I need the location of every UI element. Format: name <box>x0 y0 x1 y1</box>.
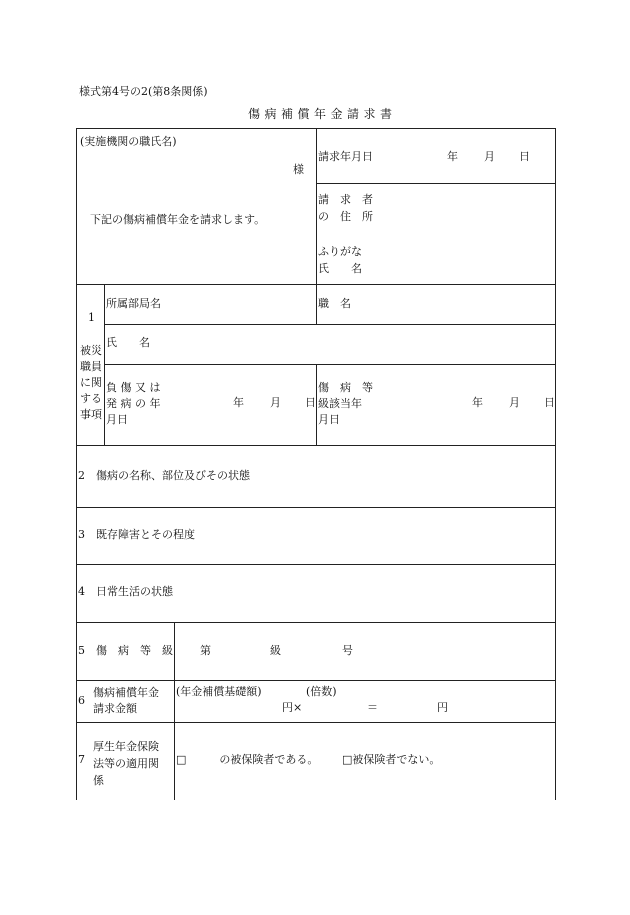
injury-month: 月 <box>270 396 281 409</box>
sama-label: 様 <box>293 163 304 176</box>
request-date-label: 請求年月日 <box>318 150 373 163</box>
dept-label: 所属部局名 <box>106 297 161 310</box>
grade-kyu: 級 <box>270 644 281 657</box>
row-7-label: 厚生年金保険 法等の適用関 係 <box>93 740 159 787</box>
row-3-label: 3 既存障害とその程度 <box>78 528 195 541</box>
injury-year: 年 <box>233 396 244 409</box>
employee-name-label: 氏 名 <box>106 336 150 349</box>
row-5-label: 5 傷 病 等 級 <box>78 644 173 657</box>
request-month: 月 <box>484 150 495 163</box>
injury-date-label: 負 傷 又 は 発 病 の 年 月日 <box>106 381 161 426</box>
insured-option: □ の被保険者である。 <box>176 753 319 766</box>
position-label: 職 名 <box>318 297 351 310</box>
yen-result: 円 <box>437 701 448 714</box>
row-7-number: 7 <box>78 753 85 766</box>
yen-times: 円× <box>282 701 303 714</box>
section-1-number: 1 <box>88 311 95 324</box>
injury-day: 日 <box>305 396 316 409</box>
grade-date-label: 傷 病 等 級該当年 月日 <box>318 381 373 426</box>
claimant-name-label: ふりがな 氏 名 <box>318 245 362 275</box>
section-1-label: 被災 職員 に関 する 事項 <box>80 344 102 421</box>
equals-sign: ＝ <box>367 701 378 714</box>
row-4-label: 4 日常生活の状態 <box>78 585 173 598</box>
request-day: 日 <box>519 150 530 163</box>
not-insured-option: □被保険者でない。 <box>342 753 441 766</box>
request-year: 年 <box>447 150 458 163</box>
form-number: 様式第4号の2(第8条関係) <box>79 85 208 98</box>
row-6-number: 6 <box>78 694 85 707</box>
grade-day: 日 <box>544 396 555 409</box>
claimant-address-label: 請 求 者 の 住 所 <box>318 193 373 223</box>
grade-go: 号 <box>342 644 353 657</box>
grade-month: 月 <box>509 396 520 409</box>
multiplier-label: (倍数) <box>306 685 337 698</box>
request-statement: 下記の傷病補償年金を請求します。 <box>90 213 266 226</box>
grade-year: 年 <box>472 396 483 409</box>
pension-basis-label: (年金補償基礎額) <box>176 685 262 698</box>
row-2-label: 2 傷病の名称、部位及びその状態 <box>78 469 250 482</box>
document-title: 傷病補償年金請求書 <box>248 107 397 121</box>
grade-dai: 第 <box>200 644 211 657</box>
institution-label: (実施機関の職氏名) <box>80 135 177 148</box>
row-6-label: 傷病補償年金 請求金額 <box>93 686 159 715</box>
